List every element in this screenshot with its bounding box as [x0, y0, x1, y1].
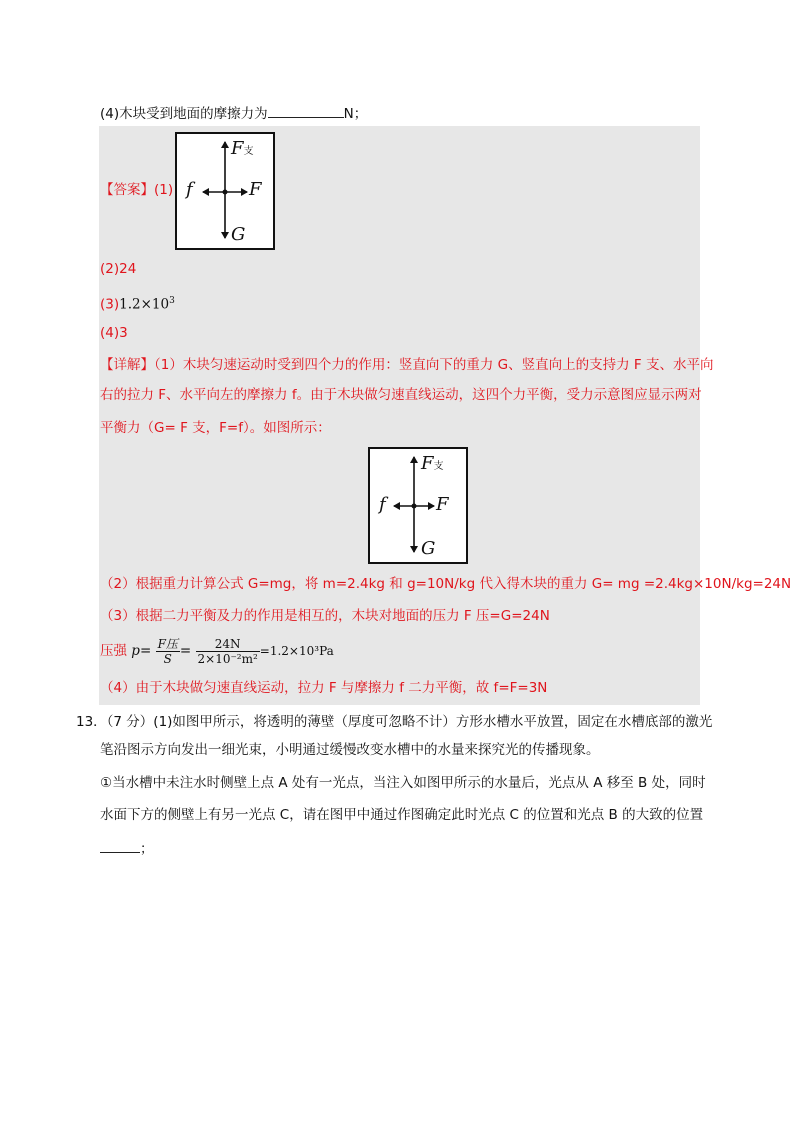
detail-line-6: （4）由于木块做匀速直线运动，拉力 F 与摩擦力 f 二力平衡，故 f=F=3N [100, 680, 548, 696]
detail-line-5: （3）根据二力平衡及力的作用是相互的，木块对地面的压力 F 压=G=24N [100, 608, 550, 624]
gravity-label-2: G [421, 538, 436, 559]
detail-line-3: 平衡力（G= F 支，F=f）。如图所示： [100, 420, 331, 436]
question-4 [100, 103, 367, 124]
detail-line-2: 右的拉力 F、水平向左的摩擦力 f。由于木块做匀速直线运动，这四个力平衡，受力示意图应显示两对 [100, 387, 702, 403]
friction-label: f [186, 179, 193, 200]
force-diagram-detail [368, 447, 468, 564]
question-13-line-5: ； [100, 838, 154, 859]
answer-blank-13 [100, 838, 140, 853]
answer-4: (4)3 [100, 325, 128, 341]
question-13-line-2: 笔沿图示方向发出一细光束，小明通过缓慢改变水槽中的水量来探究光的传播现象。 [100, 742, 600, 758]
answer-3: $(3)1.2\times 10^3$ [100, 296, 175, 313]
question-13-line-3: ①当水槽中未注水时侧壁上点 A 处有一光点，当注入如图甲所示的水量后，光点从 A 移至 B 处，同时 [100, 775, 706, 791]
friction-label-2: f [379, 494, 386, 515]
answer-tag: 【答案】(1) [100, 182, 174, 198]
gravity-label: G [231, 224, 246, 245]
detail-line-1: 【详解】（1）木块匀速运动时受到四个力的作用：竖直向下的重力 G、竖直向上的支持力 F 支、水平向 [100, 357, 714, 373]
support-force-label-2: F支 [421, 453, 444, 474]
question-4-label: (4)木块受到地面的摩擦力为 [100, 106, 268, 122]
question-4-unit: N； [343, 106, 368, 122]
detail-line-4: （2）根据重力计算公式 G=mg，将 m=2.4kg 和 g=10N/kg 代入得木块的重力 G= mg =2.4kg×10N/kg=24N [100, 576, 792, 592]
pull-force-label: F [249, 179, 262, 200]
support-force-label: F支 [231, 138, 254, 159]
question-13-line-1: 13．（7 分）(1)如图甲所示，将透明的薄壁（厚度可忽略不计）方形水槽水平放置，固定在水槽底部的激光 [76, 714, 713, 730]
pressure-formula: 压强 p= $\frac{\text{F压}}{S}$ = $\frac{24N}{\text{2×10⁻²m²}}$ =1.2×10³Pa [100, 636, 334, 666]
pull-force-label-2: F [436, 494, 449, 515]
force-diagram-answer [175, 132, 275, 250]
question-13-line-4: 水面下方的侧壁上有另一光点 C，请在图甲中通过作图确定此时光点 C 的位置和光点 B 的大致的位置 [100, 807, 704, 823]
answer-2: (2)24 [100, 261, 137, 277]
answer-blank [268, 103, 344, 118]
